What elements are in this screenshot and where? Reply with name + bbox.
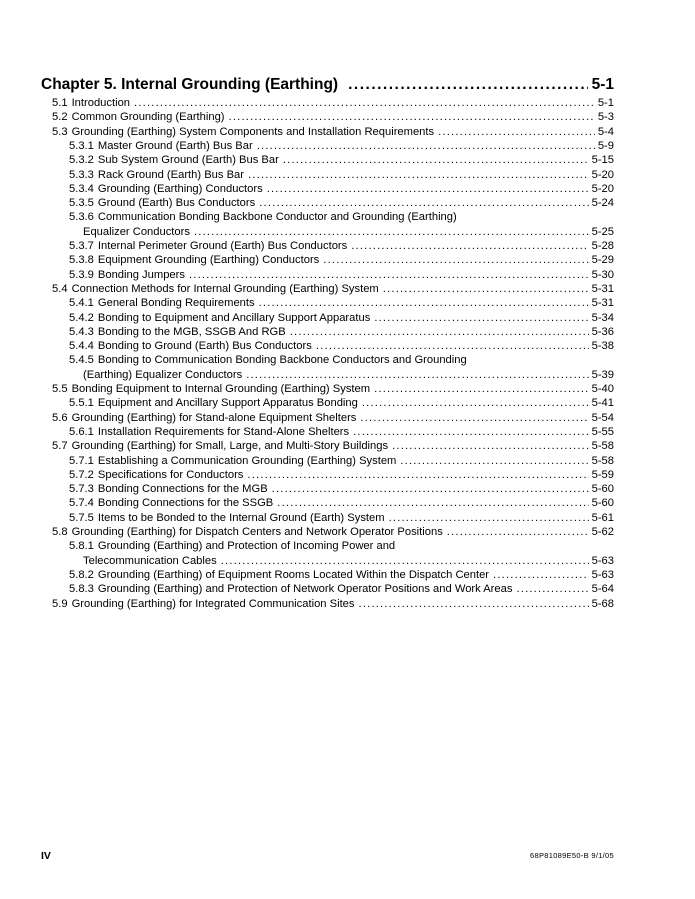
toc-entry[interactable] — [69, 297, 614, 310]
leader-dots — [290, 326, 589, 339]
leader-dots — [383, 283, 589, 296]
toc-entry-number: 5.1 — [52, 97, 68, 109]
leader-dots — [246, 369, 588, 382]
toc-entry-number: 5.3.7 — [69, 240, 94, 252]
toc-entry-page: 5-31 — [591, 282, 614, 295]
toc-entry[interactable] — [69, 340, 614, 353]
toc-entry[interactable] — [69, 540, 395, 553]
toc-entry-text: Master Ground (Earth) Bus Bar — [97, 139, 253, 152]
toc-entry-text: Bonding to the MGB, SSGB And RGB — [97, 325, 286, 338]
toc-entry-page: 5-54 — [591, 411, 614, 424]
toc-entry-page: 5-60 — [591, 497, 614, 510]
leader-dots — [438, 126, 595, 139]
toc-entry-number: 5.8.3 — [69, 583, 94, 596]
toc-entry-page: 5-28 — [591, 240, 614, 252]
toc-entry-text: Bonding to Ground (Earth) Bus Conductors — [97, 340, 312, 353]
toc-entry[interactable] — [52, 598, 614, 611]
toc-entry-number: 5.3.1 — [69, 139, 94, 152]
toc-entry-page: 5-34 — [591, 311, 614, 324]
leader-dots — [353, 426, 588, 439]
toc-entry-number: 5.4 — [52, 282, 68, 295]
toc-entry-text: Grounding (Earthing) and Protection of Network Operator Positions and Work Areas — [97, 583, 513, 596]
toc-entry-continuation[interactable] — [83, 555, 614, 568]
toc-entry[interactable] — [69, 183, 614, 196]
toc-entry-number: 5.3.2 — [69, 154, 94, 167]
leader-dots — [189, 269, 589, 282]
leader-dots — [247, 469, 588, 482]
toc-entry-page: 5-55 — [591, 425, 614, 438]
toc-entry-text: Installation Requirements for Stand-Alone Shelters — [97, 425, 350, 438]
toc-entry[interactable] — [69, 140, 614, 153]
toc-entry-text: Establishing a Communication Grounding (Earthing) System — [97, 454, 397, 467]
toc-entry[interactable] — [69, 569, 614, 582]
toc-entry-number: 5.3.6 — [69, 211, 94, 224]
toc-entry-number: 5.3 — [52, 125, 68, 138]
toc-entry-page: 5-20 — [591, 182, 614, 195]
toc-entry-page: 5-25 — [591, 225, 614, 238]
leader-dots — [389, 512, 589, 525]
toc-entry-number: 5.4.3 — [69, 325, 94, 338]
toc-entry-page: 5-60 — [591, 483, 614, 496]
chapter-title: Chapter 5. Internal Grounding (Earthing) — [41, 76, 339, 93]
toc-entry[interactable] — [69, 326, 614, 339]
toc-entry[interactable] — [69, 211, 457, 224]
toc-entry[interactable] — [69, 426, 614, 439]
toc-entry-text: Bonding Connections for the SSGB — [97, 497, 274, 510]
toc-entry[interactable] — [52, 126, 614, 139]
toc-entry-number: 5.4.4 — [69, 340, 94, 353]
toc-entry-page: 5-63 — [591, 568, 614, 581]
toc-entry-page: 5-36 — [591, 325, 614, 338]
leader-dots — [248, 169, 589, 182]
leader-dots — [359, 598, 589, 611]
leader-dots — [272, 483, 589, 496]
toc-entry-text: Grounding (Earthing) Conductors — [97, 182, 263, 195]
toc-entry-page: 5-64 — [591, 583, 614, 596]
toc-entry-page: 5-15 — [591, 154, 614, 167]
leader-dots — [493, 569, 589, 582]
toc-entry-page: 5-62 — [591, 526, 614, 538]
toc-entry-text: Internal Perimeter Ground (Earth) Bus Conductors — [97, 240, 348, 252]
toc-entry[interactable] — [69, 197, 614, 210]
toc-entry[interactable] — [52, 526, 614, 539]
leader-dots — [516, 583, 588, 596]
leader-dots — [277, 497, 588, 510]
toc-entry-number: 5.7 — [52, 440, 68, 453]
toc-entry-number: 5.3.5 — [69, 197, 94, 210]
toc-entry[interactable] — [69, 397, 614, 410]
toc-entry-page: 5-31 — [591, 297, 614, 310]
toc-entry-number: 5.4.1 — [69, 297, 94, 310]
toc-entry-number: 5.7.1 — [69, 454, 94, 467]
toc-entry-text: Grounding (Earthing) for Dispatch Centers and Network Operator Positions — [71, 526, 443, 538]
toc-entry-number: 5.6.1 — [69, 425, 94, 438]
footer-page-label: IV — [41, 850, 51, 862]
toc-entry[interactable] — [69, 583, 614, 596]
toc-entry-page: 5-24 — [591, 197, 614, 210]
leader-dots — [194, 226, 589, 239]
toc-entry-text: Common Grounding (Earthing) — [71, 111, 225, 124]
toc-entry-number: 5.4.2 — [69, 311, 94, 324]
leader-dots — [267, 183, 589, 196]
toc-entry-page: 5-63 — [591, 554, 614, 567]
toc-entry-text: Specifications for Conductors — [97, 468, 244, 481]
toc-entry-number: 5.7.5 — [69, 511, 94, 524]
toc-entry-text: Grounding (Earthing) of Equipment Rooms Located Within the Dispatch Center — [97, 568, 490, 581]
toc-entry-number: 5.8.2 — [69, 568, 94, 581]
leader-dots — [221, 555, 589, 568]
toc-entry-text: Bonding Jumpers — [97, 268, 185, 281]
leader-dots — [447, 526, 589, 539]
toc-entry-continuation[interactable] — [83, 369, 614, 382]
toc-entry-text: Bonding to Communication Bonding Backbone Conductors and Grounding — [97, 354, 467, 367]
toc-entry-page: 5-59 — [591, 468, 614, 481]
toc-entry-text-continued: Equalizer Conductors — [83, 225, 190, 238]
leader-dots — [323, 254, 588, 267]
toc-entry-page: 5-58 — [591, 440, 614, 453]
toc-entry-page: 5-9 — [597, 139, 614, 152]
toc-entry-number: 5.3.3 — [69, 168, 94, 181]
toc-entry[interactable] — [69, 512, 614, 525]
toc-entry[interactable] — [52, 283, 614, 296]
toc-entry[interactable] — [52, 440, 614, 453]
toc-entry[interactable] — [69, 497, 614, 510]
toc-entry-number: 5.7.3 — [69, 483, 94, 496]
toc-entry[interactable] — [69, 154, 614, 167]
toc-entry-page: 5-41 — [591, 397, 614, 410]
leader-dots — [283, 154, 589, 167]
chapter-page-number: 5-1 — [591, 76, 614, 93]
toc-entry[interactable] — [69, 169, 614, 182]
toc-entry-number: 5.9 — [52, 597, 68, 610]
toc-entry-text: Grounding (Earthing) for Stand-alone Equipment Shelters — [71, 411, 357, 424]
toc-entry-number: 5.8.1 — [69, 540, 94, 553]
toc-entry[interactable] — [69, 455, 614, 468]
toc-entry[interactable] — [69, 469, 614, 482]
leader-dots — [400, 455, 588, 468]
toc-entry-page: 5-38 — [591, 340, 614, 353]
toc-entry-page: 5-20 — [591, 168, 614, 181]
toc-entry-page: 5-58 — [591, 454, 614, 467]
toc-entry-page: 5-1 — [597, 97, 614, 109]
toc-entry-text: Equipment and Ancillary Support Apparatus Bonding — [97, 397, 358, 410]
toc-entry-number: 5.3.8 — [69, 254, 94, 267]
toc-entry-text: Bonding Equipment to Internal Grounding (Earthing) System — [71, 383, 371, 395]
leader-dots — [134, 97, 595, 110]
toc-entry-page: 5-68 — [591, 597, 614, 610]
toc-entry-number: 5.7.2 — [69, 468, 94, 481]
leader-dots — [259, 197, 588, 210]
footer-doc-id: 68P81089E50-B 9/1/05 — [530, 851, 614, 860]
toc-entry-number: 5.2 — [52, 111, 68, 124]
leader-dots — [257, 140, 595, 153]
toc-entry-text: Items to be Bonded to the Internal Ground (Earth) System — [97, 511, 385, 524]
leader-dots — [392, 440, 589, 453]
toc-entry[interactable] — [52, 111, 614, 124]
toc-entry[interactable] — [52, 383, 614, 396]
leader-dots — [374, 383, 589, 396]
toc-entry-text: Sub System Ground (Earth) Bus Bar — [97, 154, 279, 167]
toc-entry-text: Grounding (Earthing) System Components and Installation Requirements — [71, 125, 435, 138]
toc-entry-text: Connection Methods for Internal Grounding (Earthing) System — [71, 282, 379, 295]
toc-entry-text: Grounding (Earthing) for Integrated Communication Sites — [71, 597, 355, 610]
toc-entry-number: 5.7.4 — [69, 497, 94, 510]
leader-dots — [348, 76, 588, 94]
toc-entry[interactable] — [69, 483, 614, 496]
toc-entry[interactable] — [52, 97, 614, 110]
toc-entry-page: 5-40 — [591, 383, 614, 395]
leader-dots — [360, 412, 588, 425]
toc-entry-number: 5.3.9 — [69, 268, 94, 281]
toc-entry-text: Grounding (Earthing) for Small, Large, and Multi-Story Buildings — [71, 440, 389, 453]
toc-entry[interactable] — [69, 354, 467, 367]
leader-dots — [374, 312, 588, 325]
toc-entry-text: Equipment Grounding (Earthing) Conductors — [97, 254, 320, 267]
toc-entry-text: Communication Bonding Backbone Conductor and Grounding (Earthing) — [97, 211, 457, 224]
toc-entry-page: 5-4 — [597, 125, 614, 138]
toc-entry-text: Bonding to Equipment and Ancillary Support Apparatus — [97, 311, 371, 324]
toc-entry[interactable] — [69, 254, 614, 267]
toc-entry-continuation[interactable] — [83, 226, 614, 239]
toc-entry[interactable] — [52, 412, 614, 425]
toc-entry-number: 5.6 — [52, 411, 68, 424]
toc-entry-text: Ground (Earth) Bus Conductors — [97, 197, 256, 210]
toc-entry-page: 5-3 — [597, 111, 614, 124]
toc-entry[interactable] — [69, 269, 614, 282]
leader-dots — [316, 340, 589, 353]
toc-entry-text-continued: (Earthing) Equalizer Conductors — [83, 368, 243, 381]
leader-dots — [362, 397, 589, 410]
leader-dots — [259, 297, 589, 310]
toc-entry-text: Grounding (Earthing) and Protection of Incoming Power and — [97, 540, 396, 553]
toc-entry-text: General Bonding Requirements — [97, 297, 255, 310]
toc-entry[interactable] — [69, 240, 614, 253]
chapter-title-line[interactable] — [41, 76, 614, 94]
leader-dots — [351, 240, 588, 253]
toc-entry-page: 5-61 — [591, 511, 614, 524]
toc-entry-number: 5.4.5 — [69, 354, 94, 367]
toc-entry-page: 5-30 — [591, 268, 614, 281]
toc-entry-text: Bonding Connections for the MGB — [97, 483, 268, 496]
leader-dots — [229, 111, 595, 124]
toc-entry-text: Rack Ground (Earth) Bus Bar — [97, 168, 245, 181]
toc-entry-text-continued: Telecommunication Cables — [83, 554, 217, 567]
toc-entry-page: 5-29 — [591, 254, 614, 267]
toc-entry-page: 5-39 — [591, 368, 614, 381]
toc-entry-number: 5.3.4 — [69, 182, 94, 195]
toc-entry[interactable] — [69, 312, 614, 325]
toc-entry-text: Introduction — [71, 97, 131, 109]
toc-entry-number: 5.8 — [52, 526, 68, 538]
toc-entry-number: 5.5 — [52, 383, 68, 395]
toc-entry-number: 5.5.1 — [69, 397, 94, 410]
